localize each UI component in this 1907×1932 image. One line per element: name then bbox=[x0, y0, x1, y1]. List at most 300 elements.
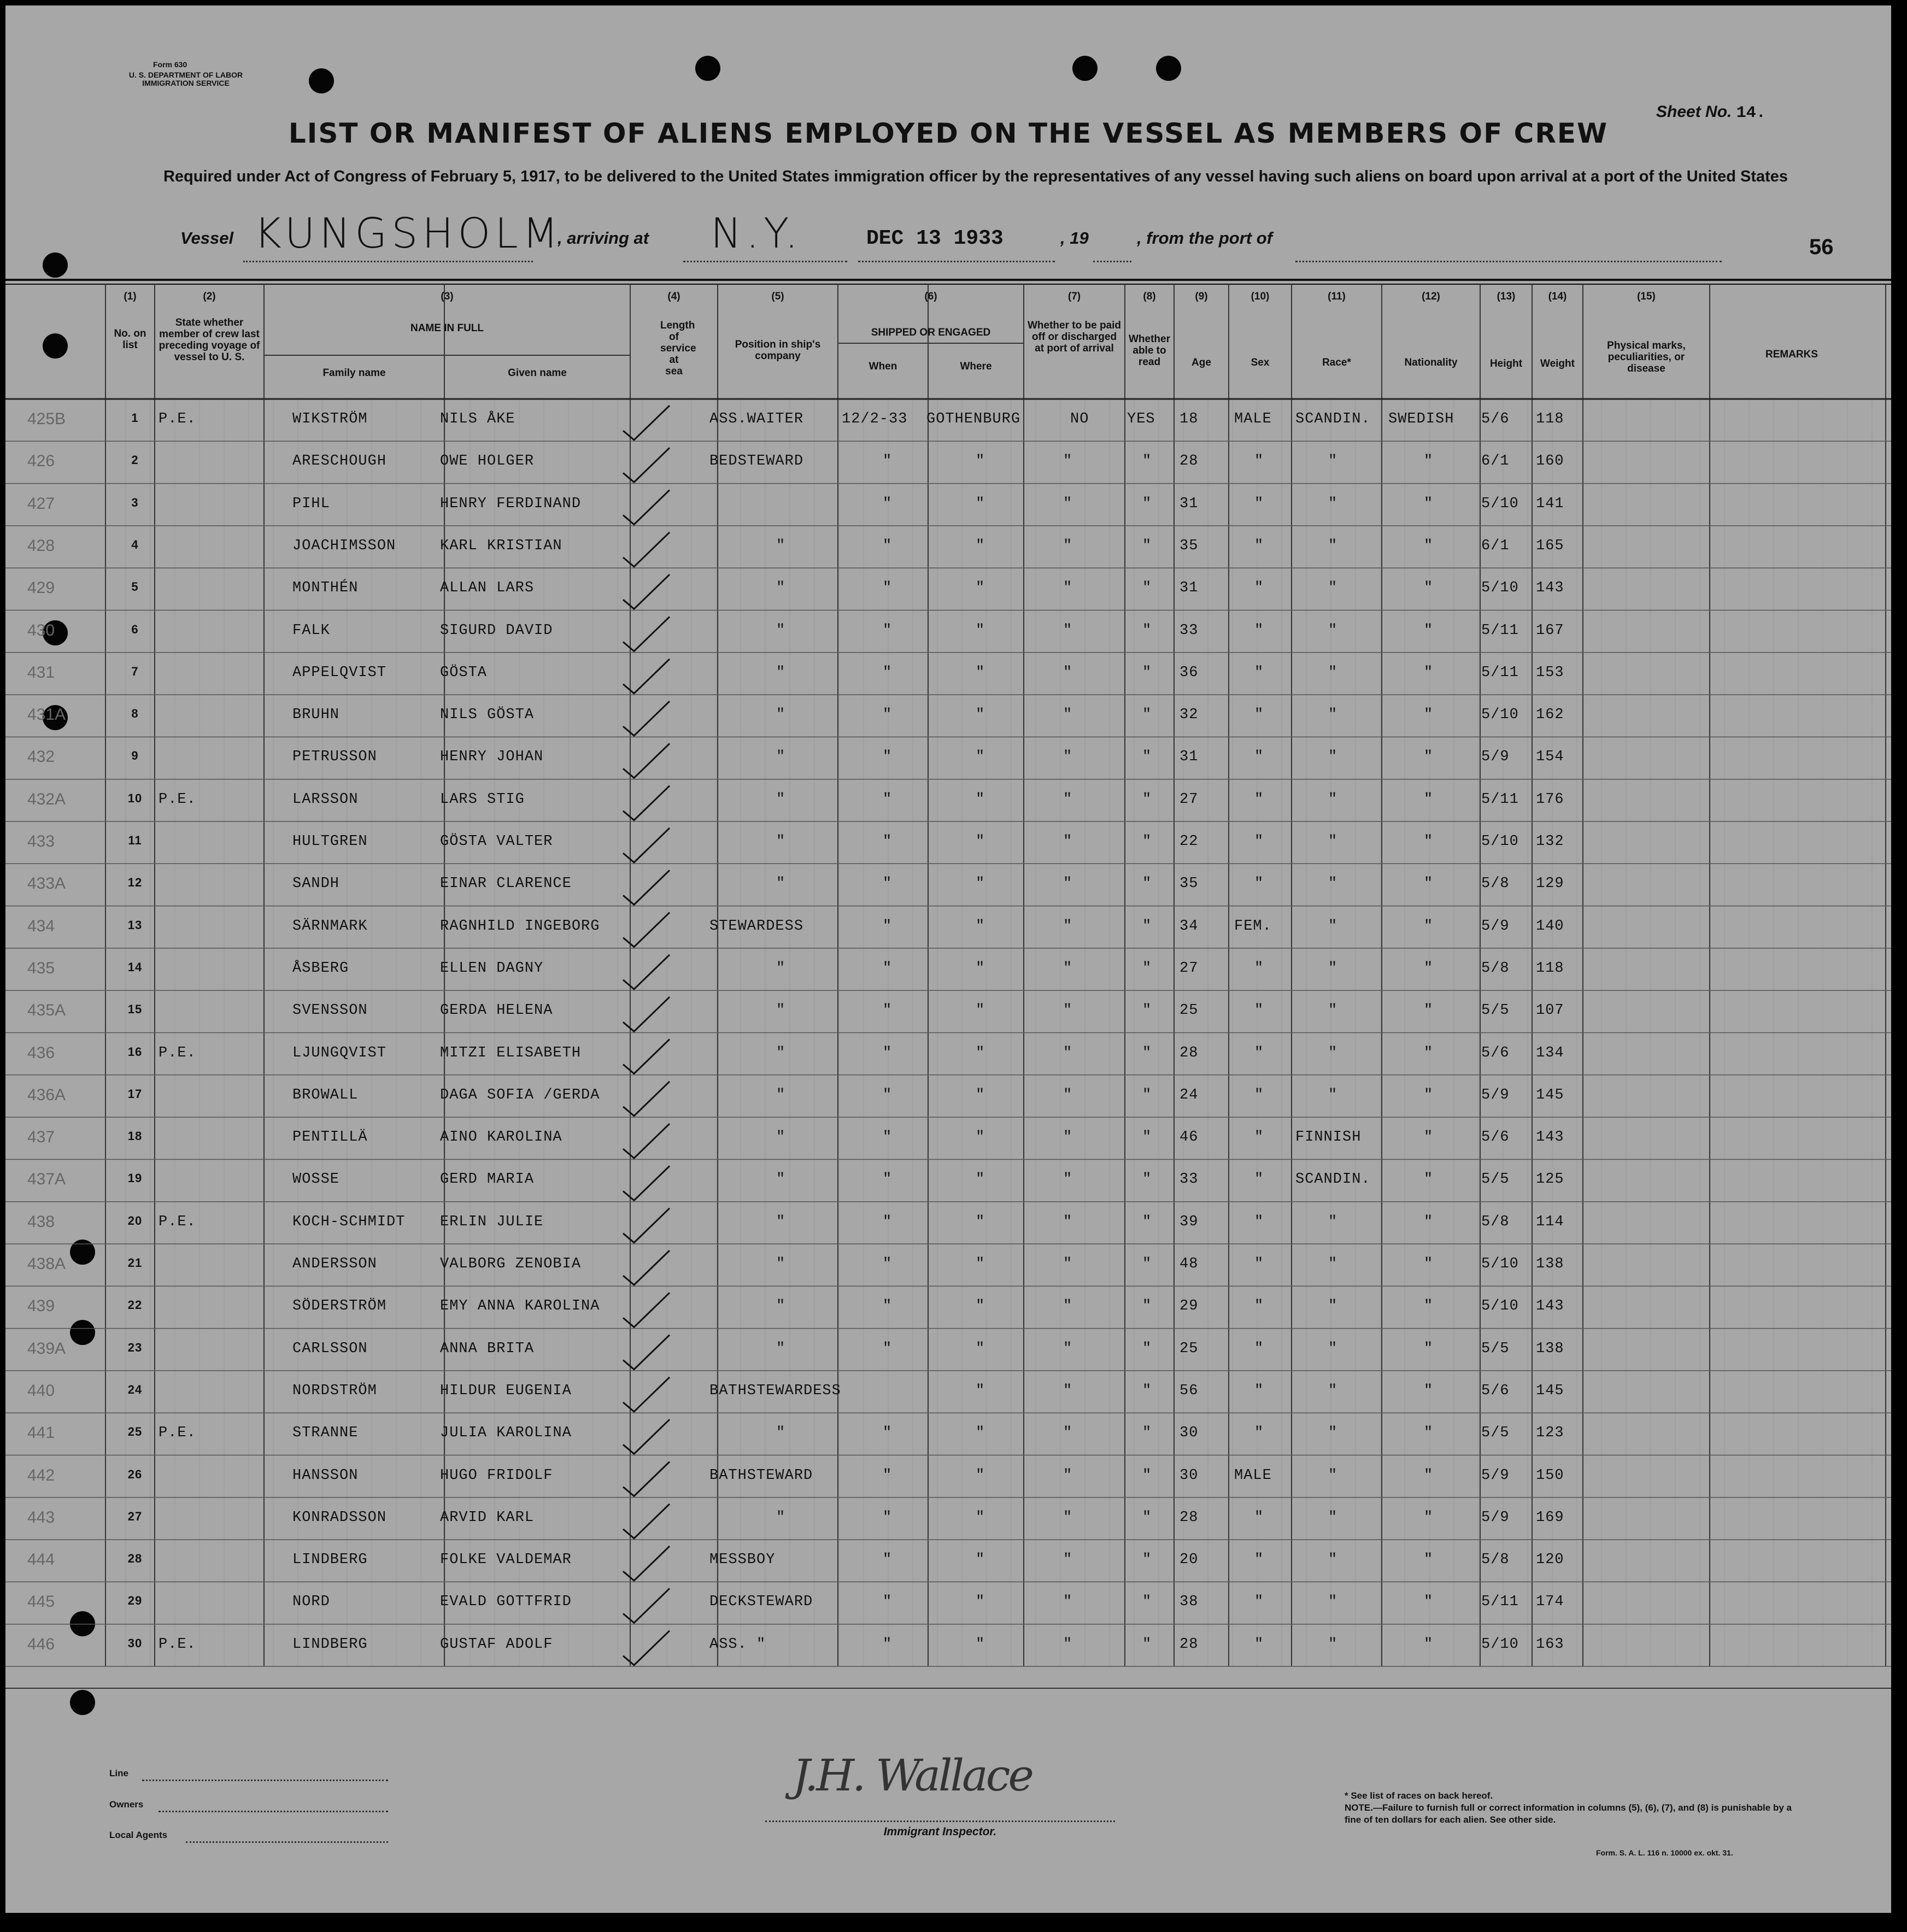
cell-weight: 125 bbox=[1536, 1171, 1564, 1188]
page-title: LIST OR MANIFEST OF ALIENS EMPLOYED ON THE VESSEL AS MEMBERS OF CREW bbox=[288, 118, 1609, 149]
cell-paid: " bbox=[1063, 1256, 1073, 1272]
cell-height: 5/11 bbox=[1481, 791, 1519, 808]
cell-sex: MALE bbox=[1234, 411, 1272, 427]
cell-race: " bbox=[1328, 1340, 1338, 1357]
cell-height: 5/11 bbox=[1481, 1594, 1519, 1611]
cell-nat: " bbox=[1424, 1002, 1434, 1019]
requirement-text: Required under Act of Congress of February 5, 1917, to be delivered to the United States immigration officer by the representatives of any vessel having such aliens on board upon arrival at a port of the United States bbox=[163, 168, 1788, 185]
col3-header: NAME IN FULL bbox=[410, 322, 484, 334]
sheet-value: 14. bbox=[1736, 104, 1766, 122]
cell-race: " bbox=[1328, 1552, 1338, 1569]
cell-race: " bbox=[1328, 622, 1338, 639]
cell-nat: " bbox=[1424, 1171, 1434, 1188]
cell-family: STRANNE bbox=[292, 1425, 359, 1442]
cell-when: " bbox=[883, 1002, 893, 1019]
cell-when: " bbox=[883, 495, 893, 512]
cell-where: " bbox=[976, 1298, 985, 1315]
cell-age: 48 bbox=[1180, 1256, 1199, 1272]
cell-margin: 430 bbox=[27, 621, 55, 639]
cell-read: " bbox=[1142, 1044, 1152, 1061]
cell-position: " bbox=[776, 580, 786, 597]
cell-age: 31 bbox=[1180, 580, 1199, 597]
cell-read: " bbox=[1142, 1594, 1152, 1611]
cell-where: " bbox=[976, 453, 985, 470]
col8-number: (8) bbox=[1143, 291, 1156, 302]
cell-paid: " bbox=[1063, 1425, 1073, 1442]
cell-when: " bbox=[883, 749, 893, 766]
cell-position: " bbox=[776, 833, 786, 850]
cell-family: PETRUSSON bbox=[292, 749, 377, 766]
cell-nat: " bbox=[1424, 1298, 1434, 1315]
cell-margin: 435 bbox=[27, 959, 55, 977]
cell-paid: " bbox=[1063, 1213, 1073, 1230]
punch-hole bbox=[695, 56, 720, 81]
col2-number: (2) bbox=[203, 291, 216, 302]
cell-weight: 138 bbox=[1536, 1256, 1564, 1272]
line-underline bbox=[142, 1779, 388, 1781]
cell-where: " bbox=[976, 1382, 985, 1399]
cell-margin: 438 bbox=[27, 1212, 55, 1231]
cell-height: 5/8 bbox=[1481, 1213, 1510, 1230]
cell-position: " bbox=[776, 1129, 786, 1146]
cell-paid: " bbox=[1063, 664, 1073, 681]
cell-height: 6/1 bbox=[1481, 453, 1510, 470]
cell-sex: " bbox=[1254, 1382, 1264, 1399]
page-number: 56 bbox=[1809, 235, 1834, 259]
cell-family: HANSSON bbox=[292, 1467, 359, 1484]
family-name-header: Family name bbox=[322, 367, 386, 379]
cell-age: 18 bbox=[1180, 411, 1199, 427]
cell-height: 5/9 bbox=[1481, 918, 1510, 935]
from-port-underline bbox=[1295, 260, 1722, 262]
cell-height: 5/11 bbox=[1481, 664, 1519, 681]
cell-given: ANNA BRITA bbox=[440, 1340, 535, 1357]
cell-family: KOCH-SCHMIDT bbox=[292, 1213, 406, 1230]
cell-read: " bbox=[1142, 453, 1152, 470]
cell-race: " bbox=[1328, 749, 1338, 766]
cell-nat: " bbox=[1424, 622, 1434, 639]
cell-race: " bbox=[1328, 1213, 1338, 1230]
cell-race: " bbox=[1328, 833, 1338, 850]
cell-no: 23 bbox=[127, 1340, 143, 1354]
cell-sex: " bbox=[1254, 1594, 1264, 1611]
cell-no: 3 bbox=[131, 495, 139, 509]
cell-where: " bbox=[976, 1044, 985, 1061]
cell-when: 12/2-33 bbox=[842, 411, 908, 427]
cell-paid: " bbox=[1063, 1467, 1073, 1484]
cell-position: " bbox=[776, 1509, 786, 1526]
cell-where: " bbox=[976, 1087, 985, 1103]
cell-given: HILDUR EUGENIA bbox=[440, 1382, 572, 1399]
cell-margin: 438A bbox=[27, 1255, 66, 1273]
cell-no: 21 bbox=[127, 1256, 143, 1270]
cell-sex: " bbox=[1254, 1213, 1264, 1230]
cell-no: 8 bbox=[131, 707, 139, 721]
col6-header: SHIPPED OR ENGAGED bbox=[871, 327, 991, 338]
cell-height: 5/6 bbox=[1481, 1382, 1510, 1399]
cell-family: NORD bbox=[292, 1594, 330, 1611]
cell-margin: 439A bbox=[27, 1339, 66, 1358]
cell-position: " bbox=[776, 1087, 786, 1103]
cell-read: " bbox=[1142, 960, 1152, 977]
cell-weight: 154 bbox=[1536, 749, 1564, 766]
cell-race: " bbox=[1328, 537, 1338, 554]
cell-family: KONRADSSON bbox=[292, 1509, 387, 1526]
cell-race: " bbox=[1328, 1002, 1338, 1019]
cell-read: " bbox=[1142, 876, 1152, 892]
cell-read: " bbox=[1142, 833, 1152, 850]
cell-state: P.E. bbox=[159, 791, 196, 808]
col4-header: Length of service at sea bbox=[660, 320, 696, 377]
cell-weight: 114 bbox=[1536, 1213, 1564, 1230]
cell-no: 22 bbox=[127, 1298, 143, 1312]
cell-when: " bbox=[883, 1594, 893, 1611]
vessel-underline bbox=[243, 260, 533, 262]
col1-header: No. on list bbox=[114, 328, 146, 351]
cell-when: " bbox=[883, 1509, 893, 1526]
cell-paid: NO bbox=[1070, 411, 1089, 427]
cell-weight: 160 bbox=[1536, 453, 1564, 470]
cell-height: 5/6 bbox=[1481, 1044, 1510, 1061]
cell-age: 28 bbox=[1180, 1636, 1199, 1653]
cell-when: " bbox=[883, 876, 893, 892]
cell-when: " bbox=[883, 537, 893, 554]
cell-paid: " bbox=[1063, 1636, 1073, 1653]
cell-age: 31 bbox=[1180, 495, 1199, 512]
cell-family: ANDERSSON bbox=[292, 1256, 377, 1272]
cell-age: 27 bbox=[1180, 960, 1199, 977]
cell-sex: " bbox=[1254, 1509, 1264, 1526]
cell-weight: 107 bbox=[1536, 1002, 1564, 1019]
cell-margin: 439 bbox=[27, 1297, 55, 1316]
cell-read: " bbox=[1142, 1636, 1152, 1653]
cell-state: P.E. bbox=[159, 1044, 196, 1061]
cell-sex: " bbox=[1254, 1256, 1264, 1272]
cell-given: ARVID KARL bbox=[440, 1509, 535, 1526]
cell-given: NILS ÅKE bbox=[440, 411, 515, 427]
cell-race: " bbox=[1328, 791, 1338, 808]
cell-weight: 129 bbox=[1536, 876, 1564, 892]
cell-paid: " bbox=[1063, 791, 1073, 808]
cell-read: " bbox=[1142, 580, 1152, 597]
cell-paid: " bbox=[1063, 1129, 1073, 1146]
col3-number: (3) bbox=[441, 291, 454, 302]
cell-weight: 174 bbox=[1536, 1594, 1564, 1611]
cell-no: 11 bbox=[128, 833, 142, 847]
cell-race: " bbox=[1328, 1425, 1338, 1442]
cell-read: " bbox=[1142, 1002, 1152, 1019]
cell-weight: 176 bbox=[1536, 791, 1564, 808]
cell-height: 5/10 bbox=[1481, 580, 1519, 597]
cell-age: 35 bbox=[1180, 876, 1199, 892]
cell-given: FOLKE VALDEMAR bbox=[440, 1552, 572, 1569]
col7-number: (7) bbox=[1067, 291, 1081, 302]
year-label: , 19 bbox=[1060, 228, 1089, 248]
cell-where: " bbox=[976, 1213, 985, 1230]
punch-hole bbox=[1072, 56, 1098, 81]
cell-position: " bbox=[776, 707, 786, 724]
cell-weight: 143 bbox=[1536, 1129, 1564, 1146]
cell-given: VALBORG ZENOBIA bbox=[440, 1256, 582, 1272]
cell-margin: 443 bbox=[27, 1508, 55, 1526]
cell-where: " bbox=[976, 1594, 985, 1611]
cell-sex: " bbox=[1254, 707, 1264, 724]
cell-read: " bbox=[1142, 537, 1152, 554]
cell-race: " bbox=[1328, 918, 1338, 935]
cell-when: " bbox=[883, 1044, 893, 1061]
col15-header: Physical marks, peculiarities, or disease bbox=[1607, 340, 1686, 374]
cell-position: " bbox=[776, 622, 786, 639]
cell-age: 22 bbox=[1180, 833, 1199, 850]
punch-hole bbox=[43, 252, 68, 278]
cell-nat: " bbox=[1424, 1129, 1434, 1146]
cell-read: " bbox=[1142, 1509, 1152, 1526]
cell-given: GERDA HELENA bbox=[440, 1002, 553, 1019]
cell-race: " bbox=[1328, 1298, 1338, 1315]
punch-hole bbox=[1156, 56, 1181, 81]
remarks-header: REMARKS bbox=[1765, 349, 1818, 360]
cell-family: BROWALL bbox=[292, 1087, 359, 1103]
cell-where: " bbox=[976, 495, 985, 512]
cell-margin: 428 bbox=[27, 536, 55, 555]
cell-nat: " bbox=[1424, 918, 1434, 935]
cell-age: 28 bbox=[1180, 1509, 1199, 1526]
cell-margin: 432A bbox=[27, 790, 66, 808]
cell-read: " bbox=[1142, 1087, 1152, 1103]
cell-where: GOTHENBURG bbox=[926, 411, 1021, 427]
cell-no: 25 bbox=[127, 1425, 143, 1439]
cell-given: DAGA SOFIA /GERDA bbox=[440, 1087, 600, 1103]
cell-where: " bbox=[976, 1552, 985, 1569]
cell-paid: " bbox=[1063, 749, 1073, 766]
cell-nat: " bbox=[1424, 876, 1434, 892]
cell-where: " bbox=[976, 537, 985, 554]
cell-weight: 145 bbox=[1536, 1087, 1564, 1103]
cell-sex: " bbox=[1254, 580, 1264, 597]
cell-margin: 442 bbox=[27, 1466, 55, 1484]
cell-where: " bbox=[976, 960, 985, 977]
cell-margin: 437 bbox=[27, 1128, 55, 1147]
col7-header: Whether to be paid off or discharged at port of arrival bbox=[1028, 320, 1121, 354]
cell-margin: 426 bbox=[27, 452, 55, 471]
cell-sex: " bbox=[1254, 664, 1264, 681]
cell-nat: " bbox=[1424, 1552, 1434, 1569]
cell-no: 1 bbox=[131, 411, 139, 425]
cell-where: " bbox=[976, 918, 985, 935]
cell-margin: 434 bbox=[27, 917, 55, 935]
cell-no: 16 bbox=[127, 1044, 143, 1059]
col10-header: Sex bbox=[1251, 357, 1270, 368]
cell-sex: " bbox=[1254, 1298, 1264, 1315]
cell-family: PENTILLÄ bbox=[292, 1129, 368, 1146]
cell-nat: " bbox=[1424, 1636, 1434, 1653]
cell-paid: " bbox=[1063, 1044, 1073, 1061]
race-note: * See list of races on back hereof. bbox=[1345, 1790, 1493, 1801]
cell-given: EMY ANNA KAROLINA bbox=[440, 1298, 600, 1315]
year-underline bbox=[1093, 260, 1131, 262]
cell-read: " bbox=[1142, 1467, 1152, 1484]
col6-number: (6) bbox=[924, 291, 937, 302]
cell-read: YES bbox=[1127, 411, 1155, 427]
signature-line bbox=[765, 1820, 1115, 1822]
col1-number: (1) bbox=[124, 291, 137, 302]
cell-age: 56 bbox=[1180, 1382, 1199, 1399]
cell-race: " bbox=[1328, 876, 1338, 892]
cell-weight: 141 bbox=[1536, 495, 1564, 512]
cell-position: " bbox=[776, 1425, 786, 1442]
cell-sex: " bbox=[1254, 960, 1264, 977]
cell-margin: 441 bbox=[27, 1424, 55, 1442]
form-label: Form 630 bbox=[153, 60, 187, 69]
col10-number: (10) bbox=[1251, 291, 1270, 302]
vessel-name: KUNGSHOLM bbox=[254, 209, 563, 257]
col13-header: Height bbox=[1489, 358, 1523, 369]
cell-height: 5/5 bbox=[1481, 1171, 1510, 1188]
cell-family: APPELQVIST bbox=[292, 664, 387, 681]
cell-given: ALLAN LARS bbox=[440, 580, 535, 597]
cell-family: LARSSON bbox=[292, 791, 359, 808]
cell-where: " bbox=[976, 1636, 985, 1653]
cell-family: BRUHN bbox=[292, 707, 340, 724]
cell-when: " bbox=[883, 1213, 893, 1230]
cell-margin: 427 bbox=[27, 494, 55, 513]
cell-weight: 138 bbox=[1536, 1340, 1564, 1357]
cell-age: 24 bbox=[1180, 1087, 1199, 1103]
cell-nat: " bbox=[1424, 960, 1434, 977]
cell-position: " bbox=[776, 1002, 786, 1019]
cell-age: 20 bbox=[1180, 1552, 1199, 1569]
cell-paid: " bbox=[1063, 622, 1073, 639]
cell-age: 30 bbox=[1180, 1425, 1199, 1442]
cell-paid: " bbox=[1063, 918, 1073, 935]
cell-age: 36 bbox=[1180, 664, 1199, 681]
cell-height: 5/9 bbox=[1481, 1509, 1510, 1526]
cell-margin: 436 bbox=[27, 1043, 55, 1062]
cell-given: EVALD GOTTFRID bbox=[440, 1594, 572, 1611]
cell-nat: " bbox=[1424, 537, 1434, 554]
cell-read: " bbox=[1142, 791, 1152, 808]
cell-weight: 118 bbox=[1536, 411, 1564, 427]
cell-sex: " bbox=[1254, 1552, 1264, 1569]
cell-read: " bbox=[1142, 1382, 1152, 1399]
cell-age: 25 bbox=[1180, 1002, 1199, 1019]
cell-no: 12 bbox=[127, 876, 143, 890]
cell-where: " bbox=[976, 1467, 985, 1484]
cell-paid: " bbox=[1063, 707, 1073, 724]
cell-family: SÖDERSTRÖM bbox=[292, 1298, 387, 1315]
arrival-port: N.Y. bbox=[711, 209, 803, 257]
cell-height: 5/5 bbox=[1481, 1425, 1510, 1442]
cell-family: WOSSE bbox=[292, 1171, 340, 1188]
cell-height: 6/1 bbox=[1481, 537, 1510, 554]
cell-height: 5/11 bbox=[1481, 622, 1519, 639]
cell-given: EINAR CLARENCE bbox=[440, 876, 572, 892]
cell-race: SCANDIN. bbox=[1295, 411, 1371, 427]
cell-nat: " bbox=[1424, 580, 1434, 597]
cell-height: 5/6 bbox=[1481, 411, 1510, 427]
date-underline bbox=[858, 260, 1055, 262]
cell-no: 14 bbox=[127, 960, 143, 974]
cell-no: 9 bbox=[131, 749, 139, 763]
cell-position: " bbox=[776, 1340, 786, 1357]
cell-age: 27 bbox=[1180, 791, 1199, 808]
cell-position: DECKSTEWARD bbox=[709, 1594, 813, 1611]
sheet-label: Sheet No. bbox=[1656, 103, 1732, 121]
cell-sex: " bbox=[1254, 1636, 1264, 1653]
col14-number: (14) bbox=[1548, 291, 1567, 302]
cell-weight: 143 bbox=[1536, 1298, 1564, 1315]
cell-when: " bbox=[883, 1467, 893, 1484]
where-header: Where bbox=[960, 361, 992, 372]
cell-read: " bbox=[1142, 1298, 1152, 1315]
cell-given: AINO KAROLINA bbox=[440, 1129, 562, 1146]
cell-paid: " bbox=[1063, 537, 1073, 554]
cell-sex: MALE bbox=[1234, 1467, 1272, 1484]
cell-position: " bbox=[776, 1298, 786, 1315]
cell-margin: 446 bbox=[27, 1635, 55, 1653]
col15-number: (15) bbox=[1637, 291, 1656, 302]
cell-read: " bbox=[1142, 749, 1152, 766]
when-header: When bbox=[869, 361, 897, 372]
cell-given: LARS STIG bbox=[440, 791, 525, 808]
cell-height: 5/9 bbox=[1481, 1467, 1510, 1484]
col9-header: Age bbox=[1192, 357, 1211, 368]
cell-margin: 433A bbox=[27, 874, 66, 893]
col2-header: State whether member of crew last preceding voyage of vessel to U. S. bbox=[159, 317, 260, 363]
cell-nat: " bbox=[1424, 1340, 1434, 1357]
vessel-label: Vessel bbox=[180, 228, 234, 248]
cell-margin: 445 bbox=[27, 1593, 55, 1611]
cell-nat: " bbox=[1424, 707, 1434, 724]
cell-height: 5/10 bbox=[1481, 1298, 1519, 1315]
cell-height: 5/9 bbox=[1481, 749, 1510, 766]
cell-no: 28 bbox=[127, 1552, 143, 1566]
cell-height: 5/10 bbox=[1481, 707, 1519, 724]
cell-race: " bbox=[1328, 1509, 1338, 1526]
cell-sex: " bbox=[1254, 1087, 1264, 1103]
cell-position: " bbox=[776, 1256, 786, 1272]
cell-given: GUSTAF ADOLF bbox=[440, 1636, 553, 1653]
line-label: Line bbox=[109, 1768, 128, 1778]
cell-race: " bbox=[1328, 1256, 1338, 1272]
cell-race: FINNISH bbox=[1295, 1129, 1362, 1146]
inspector-signature: J.H. Wallace bbox=[793, 1750, 1032, 1801]
cell-position: " bbox=[776, 537, 786, 554]
cell-where: " bbox=[976, 1425, 985, 1442]
cell-state: P.E. bbox=[159, 1213, 196, 1230]
cell-age: 28 bbox=[1180, 453, 1199, 470]
cell-given: HENRY FERDINAND bbox=[440, 495, 582, 512]
cell-sex: " bbox=[1254, 453, 1264, 470]
cell-weight: 162 bbox=[1536, 707, 1564, 724]
cell-where: " bbox=[976, 833, 985, 850]
cell-sex: " bbox=[1254, 495, 1264, 512]
cell-where: " bbox=[976, 749, 985, 766]
cell-when: " bbox=[883, 1256, 893, 1272]
col12-header: Nationality bbox=[1404, 357, 1458, 368]
cell-race: " bbox=[1328, 707, 1338, 724]
cell-given: HUGO FRIDOLF bbox=[440, 1467, 553, 1484]
cell-sex: " bbox=[1254, 1425, 1264, 1442]
cell-read: " bbox=[1142, 1213, 1152, 1230]
cell-height: 5/8 bbox=[1481, 1552, 1510, 1569]
cell-family: SVENSSON bbox=[292, 1002, 368, 1019]
cell-when: " bbox=[883, 1425, 893, 1442]
cell-paid: " bbox=[1063, 876, 1073, 892]
cell-race: " bbox=[1328, 453, 1338, 470]
cell-nat: " bbox=[1424, 453, 1434, 470]
cell-no: 10 bbox=[127, 791, 143, 805]
